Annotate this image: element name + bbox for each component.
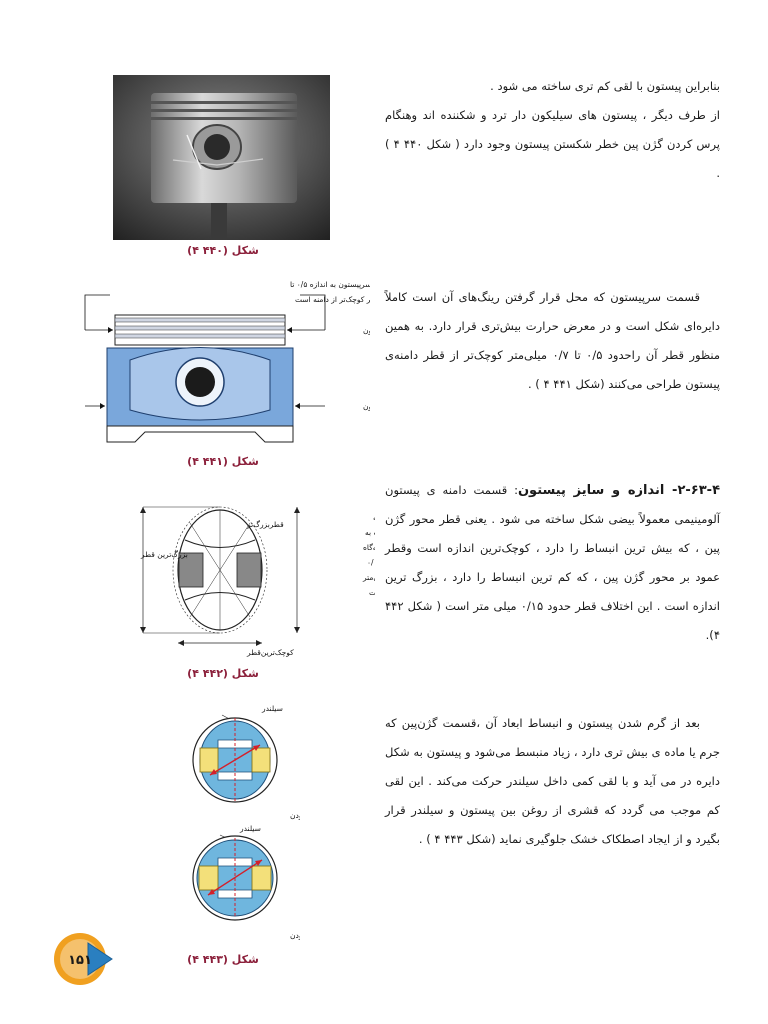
caption-fig-443: شکل (۴۴۳ ۴) (187, 953, 259, 966)
fig442-label-smallest: کوچک‌ترین‌قطر (247, 648, 294, 657)
fig441-label-skirt: ن (363, 402, 369, 411)
fig442-note-1 (373, 513, 375, 522)
fig442-note-6: ت (369, 588, 375, 597)
fig443-label-cold: دن (290, 811, 299, 820)
figure-443-clearance (180, 700, 300, 950)
caption-fig-442: شکل (۴۴۲ ۴) (187, 667, 259, 680)
page-number: ۱۵۱ (68, 953, 92, 968)
section-heading: ۲-۶۳-۴- اندازه و سایز پیستون (517, 483, 720, 498)
fig442-note-4: ۰/ (367, 558, 374, 567)
paragraph-head-text: قسمت سرپیستون که محل قرار گرفتن رینگ‌های آن است کاملاً دایره‌ای شکل است و در معرض حرارت بیش‌تری قرار دارد. به همین منظور قطر آن راحدود ۰/۵ تا ۰/۷ میلی‌متر کوچک‌تر از قطر دامنه‌ی پیستون طراحی می‌کنند (شکل ۴۴۱ ۴ ) . (385, 290, 721, 391)
fig441-label-head: ن (363, 326, 369, 335)
page-number-badge (50, 925, 118, 993)
fig443-label-hot: دن (290, 931, 299, 940)
fig441-label-top-1: سرپیستون به اندازه ۰/۵ تا (290, 280, 370, 289)
figure-441-piston-diameters (75, 270, 370, 455)
caption-fig-440: شکل (۴۴۰ ۴) (187, 244, 259, 257)
fig442-note-2: به (365, 528, 372, 537)
paragraph-piston-size (385, 476, 720, 650)
fig442-label-larger: قطربزرگ‌تر (247, 520, 284, 529)
caption-fig-441: شکل (۴۴۱ ۴) (187, 455, 259, 468)
fig443-label-cylinder-bottom: سیلندر (240, 824, 261, 833)
fig442-note-5: متر (363, 573, 374, 582)
fig442-label-largest: بزرگ‌ترین قطر (141, 550, 188, 559)
piston-photo-image (113, 75, 330, 240)
figure-440-piston-photo (113, 75, 330, 240)
paragraph-silicon-text: از طرف دیگر ، پیستون های سیلیکون دار ترد و شکننده اند وهنگام پرس کردن گژن پین خطر شکستن پیستون وجود دارد ( شکل ۴۴۰ ۴ ) . (385, 108, 720, 180)
fig441-label-top-2: ر کوچک‌تر از دامنه است (295, 295, 370, 304)
paragraph-expansion (385, 709, 720, 854)
paragraph-line-clearance: بنابراین پیستون با لقی کم تری ساخته می شود . (490, 79, 720, 93)
paragraph-expansion-text: بعد از گرم شدن پیستون و انبساط ابعاد آن ،قسمت گژن‌پین که جرم یا ماده ی بیش تری دارد ، زیاد منبسط می‌شود و پیستون به شکل دایره در می آید و با لقی کمی داخل سیلندر حرکت می‌کند . این لقی کم موجب می گردد که قشری از روغن بین پیستون و سیلندر قرار بگیرد و از ایجاد اصطکاک خشک جلوگیری نماید (شکل ۴۴۳ ۴ ) . (385, 716, 720, 846)
fig443-label-cylinder-top: سیلندر (262, 704, 283, 713)
fig442-note-3: ه‌گاه (363, 543, 375, 552)
paragraph-piston-head (385, 283, 720, 399)
paragraph-silicon-pistons (385, 72, 720, 188)
figure-442-oval-skirt (75, 495, 375, 660)
section-body: : قسمت دامنه ی پیستون آلومینیمی معمولاً بیضی شکل ساخته می شود . یعنی قطر محور گژن پین ، که بیش ترین انبساط را دارد ، کوچک‌ترین اندازه است وقطر عمود بر محور گژن پین ، که کم ترین انبساط را دارد ، بزرگ ترین اندازه است . این اختلاف قطر حدود ۰/۱۵ میلی متر است ( شکل ۴۴۲ ۴). (385, 483, 720, 642)
